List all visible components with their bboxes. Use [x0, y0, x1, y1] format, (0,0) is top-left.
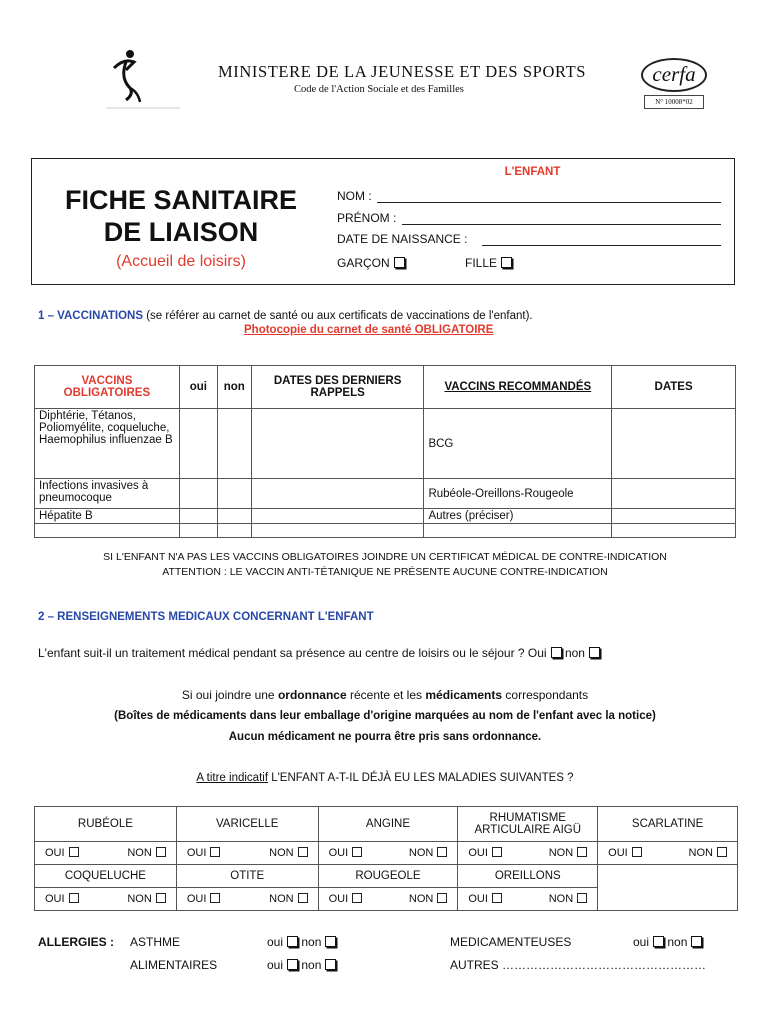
nom-label: NOM : [337, 189, 372, 203]
ministry-title: MINISTERE DE LA JEUNESSE ET DES SPORTS [218, 62, 587, 81]
vaccins-recommandes-header: VACCINS RECOMMANDÉS [424, 366, 612, 409]
oui-option[interactable]: OUI [608, 847, 642, 859]
disease-name: VARICELLE [176, 807, 318, 842]
oui-cell[interactable] [179, 409, 217, 479]
disease-name: RUBÉOLE [35, 807, 177, 842]
ordonnance-instruction: Si oui joindre une ordonnance récente et les médicaments correspondants [181, 688, 589, 702]
oui-option[interactable]: OUI [329, 847, 363, 859]
oui-option[interactable]: OUI [187, 847, 221, 859]
oui-cell[interactable] [179, 509, 217, 524]
garcon-option: GARÇON [337, 256, 405, 270]
prenom-field[interactable] [402, 214, 721, 225]
empty-cell[interactable] [217, 524, 251, 538]
medicamenteuses-oui-checkbox[interactable] [653, 936, 664, 947]
vaccine-note-2: ATTENTION : LE VACCIN ANTI-TÉTANIQUE NE PRÉSENTE AUCUNE CONTRE-INDICATION [162, 566, 608, 578]
date-cell[interactable] [251, 509, 424, 524]
oui-cell[interactable] [179, 479, 217, 509]
medicamenteuses-options: oui non [633, 935, 702, 949]
oui-option[interactable]: OUI [468, 893, 502, 905]
ministry-subtitle: Code de l'Action Sociale et des Familles [294, 84, 464, 95]
dates-rappels-header: DATES DES DERNIERS RAPPELS [251, 366, 424, 409]
recommended-vaccine: Rubéole-Oreillons-Rougeole [424, 479, 612, 509]
date-cell[interactable] [251, 409, 424, 479]
dates-header: DATES [612, 366, 736, 409]
disease-name: RHUMATISME ARTICULAIRE AIGÜ [458, 807, 598, 842]
boites-instruction: (Boîtes de médicaments dans leur emballage d'origine marquées au nom de l'enfant avec la notice) [114, 710, 656, 722]
vaccine-note-1: SI L'ENFANT N'A PAS LES VACCINS OBLIGATOIRES JOINDRE UN CERTIFICAT MÉDICAL DE CONTRE-INDICATION [103, 551, 667, 563]
oui-option[interactable]: OUI [468, 847, 502, 859]
fille-option: FILLE [465, 256, 512, 270]
empty-cell[interactable] [612, 524, 736, 538]
non-option[interactable]: NON [269, 893, 307, 905]
alimentaires-options: oui non [267, 958, 336, 972]
allergies-label: ALLERGIES : [38, 935, 115, 949]
non-cell[interactable] [217, 479, 251, 509]
non-header: non [217, 366, 251, 409]
vaccine-name: Diphtérie, Tétanos, Poliomyélite, coqueluche, Haemophilus influenzae B [35, 409, 180, 479]
disease-name: OREILLONS [458, 865, 598, 888]
non-cell[interactable] [217, 509, 251, 524]
empty-cell[interactable] [179, 524, 217, 538]
date-cell[interactable] [612, 479, 736, 509]
aucun-medicament-notice: Aucun médicament ne pourra être pris sans ordonnance. [228, 731, 542, 743]
oui-option[interactable]: OUI [45, 847, 79, 859]
vaccine-name: Hépatite B [35, 509, 180, 524]
ministry-logo [100, 48, 190, 110]
treatment-oui-checkbox[interactable] [551, 647, 562, 658]
prenom-label: PRÉNOM : [337, 211, 397, 225]
non-option[interactable]: NON [127, 847, 165, 859]
date-cell[interactable] [612, 509, 736, 524]
medical-info-heading: 2 – RENSEIGNEMENTS MEDICAUX CONCERNANT L'ENFANT [38, 611, 374, 623]
oui-option[interactable]: OUI [329, 893, 363, 905]
medicamenteuses-non-checkbox[interactable] [691, 936, 702, 947]
asthme-options: oui non [267, 935, 336, 949]
non-option[interactable]: NON [269, 847, 307, 859]
enfant-heading: L'ENFANT [504, 166, 561, 178]
empty-cell [598, 865, 738, 911]
naissance-label: DATE DE NAISSANCE : [337, 232, 468, 246]
vaccine-name: Infections invasives à pneumocoque [35, 479, 180, 509]
alimentaires-non-checkbox[interactable] [325, 959, 336, 970]
nom-field[interactable] [377, 192, 721, 203]
non-option[interactable]: NON [549, 847, 587, 859]
treatment-question: L'enfant suit-il un traitement médical pendant sa présence au centre de loisirs ou le séjour ? Oui non [38, 646, 600, 660]
non-option[interactable]: NON [409, 893, 447, 905]
disease-name: SCARLATINE [598, 807, 738, 842]
non-cell[interactable] [217, 409, 251, 479]
disease-name: OTITE [176, 865, 318, 888]
autres-allergies-field[interactable]: AUTRES …………………………………………… [450, 958, 707, 972]
diseases-table [34, 806, 738, 911]
date-cell[interactable] [612, 409, 736, 479]
naissance-field[interactable] [482, 235, 721, 246]
vaccinations-heading: 1 – VACCINATIONS (se référer au carnet de santé ou aux certificats de vaccinations de l'enfant). [38, 310, 533, 322]
non-option[interactable]: NON [549, 893, 587, 905]
recommended-vaccine: BCG [424, 409, 612, 479]
cerfa-number: N° 10008*02 [644, 95, 704, 109]
treatment-non-checkbox[interactable] [589, 647, 600, 658]
vaccines-table [34, 365, 736, 538]
medicamenteuses-label: MEDICAMENTEUSES [450, 935, 572, 949]
non-option[interactable]: NON [409, 847, 447, 859]
oui-header: oui [179, 366, 217, 409]
asthme-label: ASTHME [130, 935, 181, 949]
empty-cell[interactable] [35, 524, 180, 538]
disease-name: ROUGEOLE [318, 865, 458, 888]
garcon-checkbox[interactable] [394, 257, 405, 268]
non-option[interactable]: NON [689, 847, 727, 859]
empty-cell[interactable] [251, 524, 424, 538]
empty-cell[interactable] [424, 524, 612, 538]
alimentaires-label: ALIMENTAIRES [130, 958, 218, 972]
oui-option[interactable]: OUI [45, 893, 79, 905]
form-subtitle: (Accueil de loisirs) [116, 253, 246, 270]
recommended-vaccine: Autres (préciser) [424, 509, 612, 524]
asthme-oui-checkbox[interactable] [287, 936, 298, 947]
non-option[interactable]: NON [127, 893, 165, 905]
form-title-line2: DE LIAISON [103, 217, 259, 247]
cerfa-logo: cerfa [641, 58, 707, 92]
form-title-line1: FICHE SANITAIRE [64, 185, 297, 215]
alimentaires-oui-checkbox[interactable] [287, 959, 298, 970]
date-cell[interactable] [251, 479, 424, 509]
fille-checkbox[interactable] [501, 257, 512, 268]
photocopie-notice: Photocopie du carnet de santé OBLIGATOIRE [244, 324, 494, 336]
oui-option[interactable]: OUI [187, 893, 221, 905]
disease-name: COQUELUCHE [35, 865, 177, 888]
vaccins-obligatoires-header: VACCINS OBLIGATOIRES [35, 366, 180, 409]
maladies-question: A titre indicatif L'ENFANT A-T-IL DÉJÀ EU LES MALADIES SUIVANTES ? [196, 772, 574, 784]
disease-name: ANGINE [318, 807, 458, 842]
asthme-non-checkbox[interactable] [325, 936, 336, 947]
